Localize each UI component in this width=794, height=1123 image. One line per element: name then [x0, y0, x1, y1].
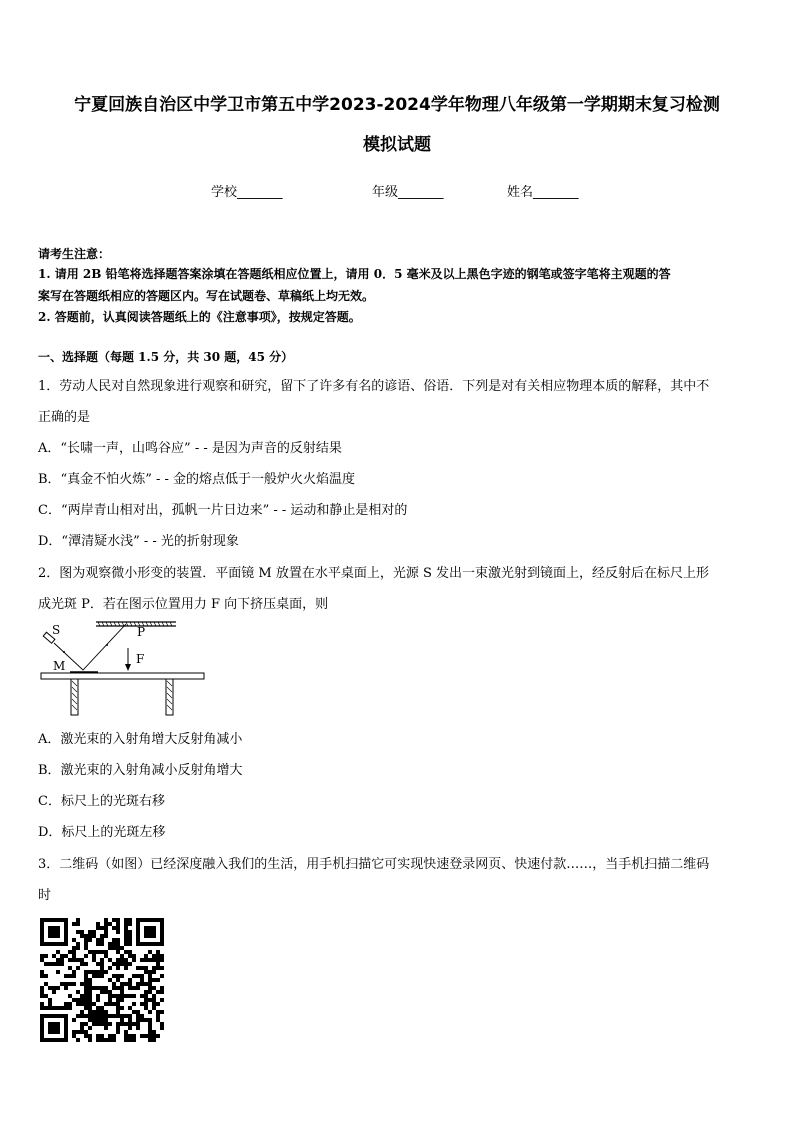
table-top — [41, 673, 204, 679]
q2-option-d[interactable]: D．标尺上的光斑左移 — [38, 825, 166, 840]
notice-item1-a: 1. 请用 2B 铅笔将选择题答案涂填在答题纸相应位置上，请用 0．5 毫米及以上黑色字迹的钢笔或签字笔将主观题的答 — [38, 267, 671, 281]
notice-heading: 请考生注意： — [38, 247, 111, 261]
ruler — [96, 622, 176, 626]
q2-option-a[interactable]: A．激光束的入射角增大反射角减小 — [38, 732, 243, 747]
q2-figure — [38, 618, 206, 716]
q1-stem-a: 1．劳动人民对自然现象进行观察和研究，留下了许多有名的谚语、俗语．下列是对有关相应物理本质的解释，其中不 — [38, 379, 710, 394]
q3-stem-a: 3．二维码（如图）已经深度融入我们的生活，用手机扫描它可实现快速登录网页、快速付款……，当手机扫描二维码 — [38, 857, 710, 872]
q1-option-b[interactable]: B．“真金不怕火炼” - - 金的熔点低于一般炉火火焰温度 — [38, 472, 356, 487]
school-field[interactable]: 学校_______ — [211, 185, 283, 200]
notice-item2: 2. 答题前，认真阅读答题纸上的《注意事项》，按规定答题。 — [38, 310, 361, 324]
page-title-line1: 宁夏回族自治区中学卫市第五中学2023-2024学年物理八年级第一学期期末复习检测 — [74, 95, 720, 115]
q3-stem-b: 时 — [38, 888, 52, 903]
q1-option-a[interactable]: A．“长啸一声，山鸣谷应” - - 是因为声音的反射结果 — [38, 441, 342, 456]
grade-field[interactable]: 年级_______ — [372, 185, 444, 200]
q2-option-b[interactable]: B．激光束的入射角减小反射角增大 — [38, 763, 243, 778]
q2-stem-a: 2．图为观察微小形变的装置．平面镜 M 放置在水平桌面上，光源 S 发出一束激光射到镜面上，经反射后在标尺上形 — [38, 566, 710, 581]
q1-stem-b: 正确的是 — [38, 410, 91, 425]
notice-item1-b: 案写在答题纸相应的答题区内。写在试题卷、草稿纸上均无效。 — [38, 289, 375, 303]
q1-option-d[interactable]: D．“潭清疑水浅” - - 光的折射现象 — [38, 534, 239, 549]
q1-option-c[interactable]: C．“两岸青山相对出，孤帆一片日边来” - - 运动和静止是相对的 — [38, 503, 408, 518]
qr-code-image — [40, 918, 164, 1042]
label-s: S — [52, 623, 61, 637]
label-p: P — [137, 625, 146, 639]
q2-stem-b: 成光斑 P．若在图示位置用力 F 向下挤压桌面，则 — [38, 597, 329, 612]
label-m: M — [53, 659, 66, 673]
label-f: F — [136, 652, 145, 666]
name-field[interactable]: 姓名_______ — [507, 185, 579, 200]
section1-heading: 一、选择题（每题 1.5 分，共 30 题，45 分） — [38, 350, 294, 364]
page-title-line2: 模拟试题 — [363, 135, 431, 155]
q2-option-c[interactable]: C．标尺上的光斑右移 — [38, 794, 165, 809]
